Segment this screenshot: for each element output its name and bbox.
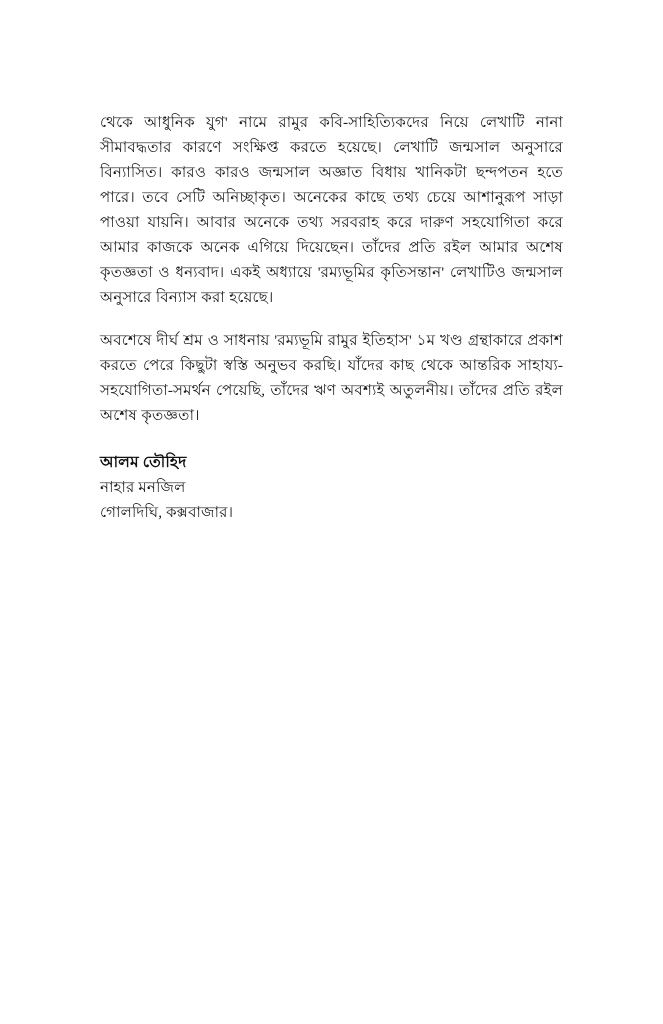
author-name: আলম তৌহিদ (100, 454, 187, 471)
signature-block (100, 450, 480, 525)
body-paragraph-2: অবশেষে দীর্ঘ শ্রম ও সাধনায় 'রম্যভূমি রামুর ইতিহাস' ১ম খণ্ড গ্রন্থাকারে প্রকাশ করতে পেরে কিছুটা স্বস্তি অনুভব করছি। যাঁদের কাছ থেকে আন্তরিক সাহায্য-সহযোগিতা-সমর্থন পেয়েছি, তাঁদের ঋণ অবশ্যই অতুলনীয়। তাঁদের প্রতি রইল অশেষ কৃতজ্ঞতা। (100, 332, 563, 424)
address-line-1: নাহার মনজিল (100, 479, 186, 496)
body-paragraph-1: থেকে আধুনিক যুগ' নামে রামুর কবি-সাহিত্যিকদের নিয়ে লেখাটি নানা সীমাবদ্ধতার কারণে সংক্ষিপ্ত করতে হয়েছে। লেখাটি জন্মসাল অনুসারে বিন্যাসিত। কারও কারও জন্মসাল অজ্ঞাত বিধায় খানিকটা ছন্দপতন হতে পারে। তবে সেটি অনিচ্ছাকৃত। অনেকের কাছে তথ্য চেয়ে আশানুরূপ সাড়া পাওয়া যায়নি। আবার অনেকে তথ্য সরবরাহ করে দারুণ সহযোগিতা করে আমার কাজকে অনেক এগিয়ে দিয়েছেন। তাঁদের প্রতি রইল আমার অশেষ কৃতজ্ঞতা ও ধন্যবাদ। একই অধ্যায়ে 'রম্যভূমির কৃতিসন্তান' লেখাটিও জন্মসাল অনুসারে বিন্যাস করা হয়েছে। (100, 114, 563, 306)
body-text-block (100, 110, 563, 428)
address-line-2: গোলদিঘি, কক্সবাজার। (100, 504, 234, 521)
